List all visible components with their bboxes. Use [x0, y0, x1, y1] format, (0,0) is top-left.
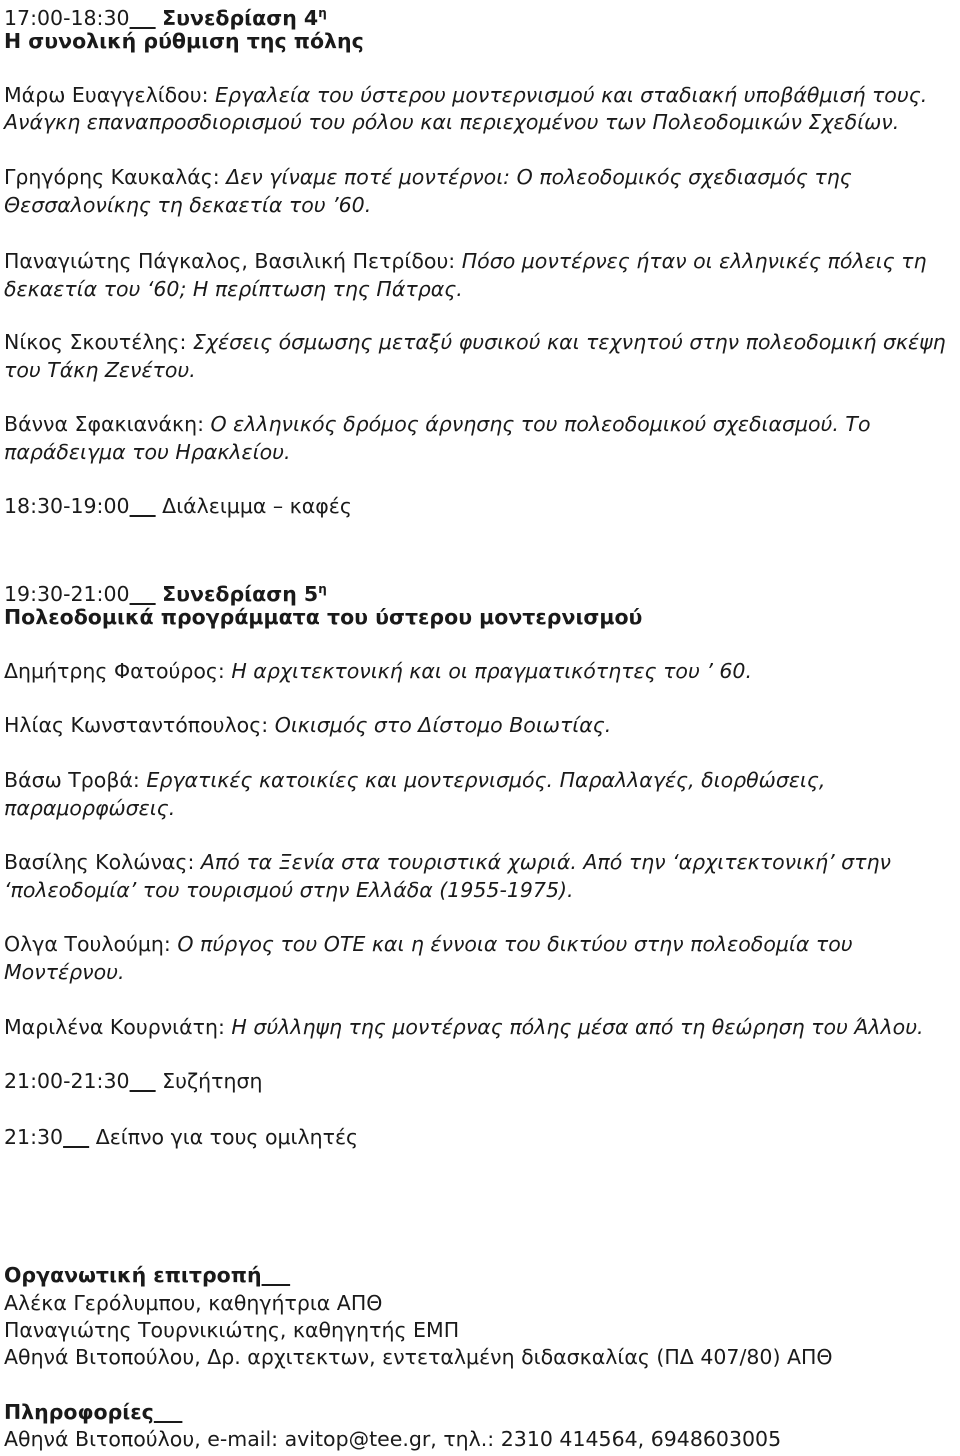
talk-title-cont: παραμορφώσεις. — [4, 796, 176, 820]
blank-line — [130, 6, 156, 30]
talk-line — [4, 248, 926, 275]
talk-line — [4, 931, 853, 958]
talk-title-cont: δεκαετία του ‘60; Η περίπτωση της Πάτρας. — [4, 277, 463, 301]
talk-title: Εργατικές κατοικίες και μοντερνισμός. Παραλλαγές, διορθώσεις, — [146, 768, 826, 792]
session5-sup: η — [318, 582, 327, 596]
dinner-label: Δείπνο για τους ομιλητές — [95, 1125, 359, 1149]
speaker: Παναγιώτης Πάγκαλος, Βασιλική Πετρίδου: — [4, 249, 456, 273]
talk-line — [4, 767, 825, 794]
info-heading-text: Πληροφορίες — [4, 1400, 154, 1424]
committee-heading — [4, 1262, 290, 1289]
speaker: Δημήτρης Φατούρος: — [4, 659, 225, 683]
session4-sup: η — [318, 6, 327, 20]
talk-title: Εργαλεία του ύστερου μοντερνισμού και σταδιακή υποβάθμισή τους. — [215, 83, 928, 107]
committee-member: Παναγιώτης Τουρνικιώτης, καθηγητής ΕΜΠ — [4, 1318, 460, 1342]
talk-line — [4, 1014, 924, 1041]
info-contact-line: Αθηνά Βιτοπούλου, e-mail: avitop@tee.gr, τηλ.: 2310 414564, 6948603005 — [4, 1427, 782, 1451]
talk-title-cont: Θεσσαλονίκης τη δεκαετία του ’60. — [4, 193, 372, 217]
talk-title: Ο ελληνικός δρόμος άρνησης του πολεοδομικού σχεδιασμού. Το — [210, 412, 871, 436]
speaker: Μαριλένα Κουρνιάτη: — [4, 1015, 225, 1039]
dinner-line — [4, 1124, 358, 1151]
talk-title-cont: Μοντέρνου. — [4, 960, 125, 984]
committee-member: Αθηνά Βιτοπούλου, Δρ. αρχιτεκτων, εντεταλμένη διδασκαλίας (ΠΔ 407/80) ΑΠΘ — [4, 1345, 833, 1369]
blank-line — [130, 494, 156, 518]
talk-line — [4, 712, 611, 739]
discussion-label: Συζήτηση — [162, 1069, 263, 1093]
speaker: Ηλίας Κωνσταντόπουλος: — [4, 713, 269, 737]
session5-title: Πολεοδομικά προγράμματα του ύστερου μοντερνισμού — [4, 605, 643, 629]
session5-time: 19:30-21:00 — [4, 582, 130, 606]
talk-title: Σχέσεις όσμωσης μεταξύ φυσικού και τεχνητού στην πολεοδομική σκέψη — [192, 330, 946, 354]
speaker: Βασίλης Κολώνας: — [4, 850, 195, 874]
talk-title: Ο πύργος του ΟΤΕ και η έννοια του δικτύου στην πολεοδομία του — [177, 932, 853, 956]
discussion-line — [4, 1068, 262, 1095]
session5-label: Συνεδρίαση 5 — [162, 582, 319, 606]
dinner-time: 21:30 — [4, 1125, 64, 1149]
talk-title-cont: του Τάκη Ζενέτου. — [4, 358, 196, 382]
speaker: Νίκος Σκουτέλης: — [4, 330, 187, 354]
talk-title: Πόσο μοντέρνες ήταν οι ελληνικές πόλεις τη — [461, 249, 927, 273]
talk-title-cont: ‘πολεοδομία’ του τουρισμού στην Ελλάδα (1955-1975). — [4, 878, 574, 902]
speaker: Γρηγόρης Καυκαλάς: — [4, 165, 220, 189]
break-line — [4, 493, 352, 520]
talk-title: Η σύλληψη της μοντέρνας πόλης μέσα από τη θεώρηση του Άλλου. — [231, 1015, 924, 1039]
talk-line — [4, 329, 946, 356]
info-heading — [4, 1399, 182, 1426]
discussion-time: 21:00-21:30 — [4, 1069, 130, 1093]
committee-member: Αλέκα Γερόλυμπου, καθηγήτρια ΑΠΘ — [4, 1291, 383, 1315]
blank-line — [63, 1125, 89, 1149]
session4-title: Η συνολική ρύθμιση της πόλης — [4, 29, 364, 53]
blank-line — [262, 1263, 291, 1287]
talk-title: Δεν γίναμε ποτέ μοντέρνοι: Ο πολεοδομικός σχεδιασμός της — [226, 165, 852, 189]
talk-line — [4, 82, 927, 109]
speaker: Βάσω Τροβά: — [4, 768, 140, 792]
talk-line — [4, 658, 752, 685]
talk-title: Η αρχιτεκτονική και οι πραγματικότητες του ’ 60. — [231, 659, 752, 683]
speaker: Ολγα Τουλούμη: — [4, 932, 171, 956]
speaker: Μάρω Ευαγγελίδου: — [4, 83, 209, 107]
speaker: Βάννα Σφακιανάκη: — [4, 412, 204, 436]
blank-line — [130, 582, 156, 606]
talk-line — [4, 849, 891, 876]
talk-line — [4, 411, 871, 438]
session4-label: Συνεδρίαση 4 — [162, 6, 319, 30]
break-label: Διάλειμμα – καφές — [162, 494, 352, 518]
break-time: 18:30-19:00 — [4, 494, 130, 518]
committee-heading-text: Οργανωτική επιτροπή — [4, 1263, 262, 1287]
session4-time: 17:00-18:30 — [4, 6, 130, 30]
talk-title: Από τα Ξενία στα τουριστικά χωριά. Από την ‘αρχιτεκτονική’ στην — [200, 850, 891, 874]
talk-line — [4, 164, 852, 191]
blank-line — [154, 1400, 183, 1424]
blank-line — [130, 1069, 156, 1093]
talk-title-cont: παράδειγμα του Ηρακλείου. — [4, 440, 291, 464]
talk-title-cont: Ανάγκη επαναπροσδιορισμού του ρόλου και περιεχομένου των Πολεοδομικών Σχεδίων. — [4, 110, 900, 134]
talk-title: Οικισμός στο Δίστομο Βοιωτίας. — [274, 713, 612, 737]
